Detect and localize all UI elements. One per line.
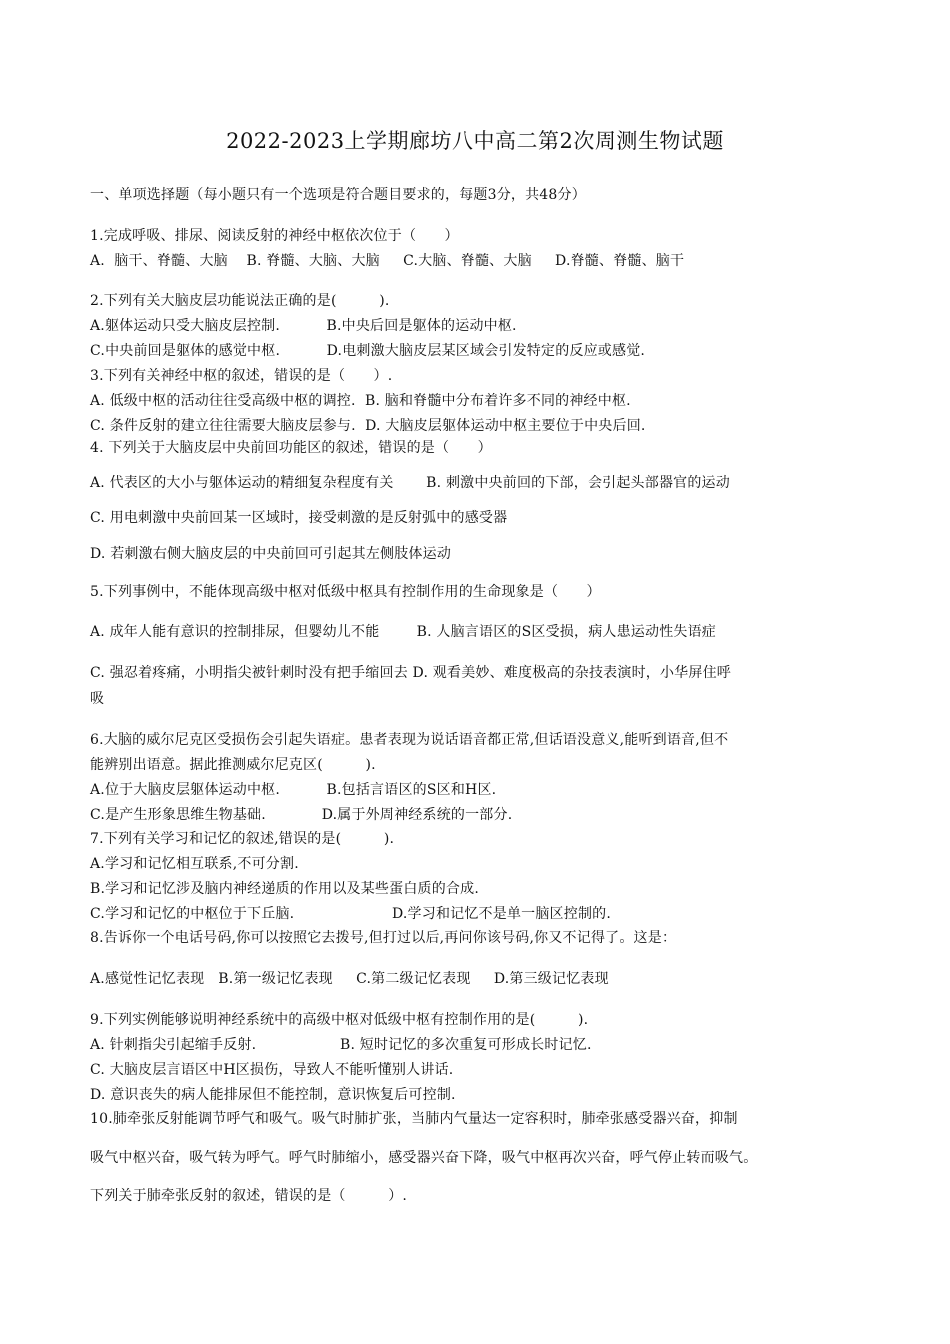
q9-stem: 9.下列实例能够说明神经系统中的高级中枢对低级中枢有控制作用的是( ). <box>90 1012 589 1028</box>
q7-option-a: A.学习和记忆相互联系,不可分割. <box>90 856 299 872</box>
q7-stem: 7.下列有关学习和记忆的叙述,错误的是( ). <box>90 831 395 847</box>
q10-stem-cont-1: 吸气中枢兴奋，吸气转为呼气。呼气时肺缩小，感受器兴奋下降，吸气中枢再次兴奋，呼气停止转而吸气。 <box>90 1150 758 1166</box>
q4-option-d: D. 若刺激右侧大脑皮层的中央前回可引起其左侧肢体运动 <box>90 546 452 562</box>
q4-option-c: C. 用电刺激中央前回某一区域时，接受刺激的是反射弧中的感受器 <box>90 510 508 526</box>
q2-options-ab: A.躯体运动只受大脑皮层控制. B.中央后回是躯体的运动中枢. <box>90 318 517 334</box>
q6-options-cd: C.是产生形象思维生物基础. D.属于外周神经系统的一部分. <box>90 807 513 823</box>
q9-option-c: C. 大脑皮层言语区中H区损伤，导致人不能听懂别人讲话. <box>90 1062 454 1078</box>
q7-options-cd: C.学习和记忆的中枢位于下丘脑. D.学习和记忆不是单一脑区控制的. <box>90 906 611 922</box>
q6-options-ab: A.位于大脑皮层躯体运动中枢. B.包括言语区的S区和H区. <box>90 782 497 798</box>
q5-options-ab: A. 成年人能有意识的控制排尿，但婴幼儿不能 B. 人脑言语区的S区受损，病人患运动性失语症 <box>90 624 716 640</box>
q6-stem: 6.大脑的威尔尼克区受损伤会引起失语症。患者表现为说话语音都正常,但话语没意义,能听到语音,但不 <box>90 732 729 748</box>
q2-stem: 2.下列有关大脑皮层功能说法正确的是( ). <box>90 293 390 309</box>
q1-options: A. 脑干、脊髓、大脑 B. 脊髓、大脑、大脑 C.大脑、脊髓、大脑 D.脊髓、脊髓、脑干 <box>90 253 685 269</box>
q10-stem: 10.肺牵张反射能调节呼气和吸气。吸气时肺扩张，当肺内气量达一定容积时，肺牵张感受器兴奋，抑制 <box>90 1111 738 1127</box>
q4-options-ab: A. 代表区的大小与躯体运动的精细复杂程度有关 B. 刺激中央前回的下部，会引起头部器官的运动 <box>90 475 730 491</box>
q8-stem: 8.告诉你一个电话号码,你可以按照它去拨号,但打过以后,再问你该号码,你又不记得了。这是： <box>90 930 677 946</box>
q9-option-d: D. 意识丧失的病人能排尿但不能控制，意识恢复后可控制. <box>90 1087 456 1103</box>
q4-stem: 4. 下列关于大脑皮层中央前回功能区的叙述，错误的是（ ） <box>90 440 492 456</box>
section-heading: 一、单项选择题（每小题只有一个选项是符合题目要求的，每题3分，共48分） <box>90 187 586 203</box>
page-title: 2022-2023上学期廊坊八中高二第2次周测生物试题 <box>226 129 724 153</box>
q5-options-cd: C. 强忍着疼痛，小明指尖被针刺时没有把手缩回去 D. 观看美妙、难度极高的杂技表演时，小华屏住呼 <box>90 665 731 681</box>
q10-stem-cont-2: 下列关于肺牵张反射的叙述，错误的是（ ）. <box>90 1188 408 1204</box>
q3-options-cd: C. 条件反射的建立往往需要大脑皮层参与. D. 大脑皮层躯体运动中枢主要位于中央后回. <box>90 418 646 434</box>
q6-stem-cont: 能辨别出语意。据此推测威尔尼克区( ). <box>90 757 376 773</box>
q9-options-ab: A. 针刺指尖引起缩手反射. B. 短时记忆的多次重复可形成长时记忆. <box>90 1037 592 1053</box>
q1-stem: 1.完成呼吸、排尿、阅读反射的神经中枢依次位于（ ） <box>90 228 459 244</box>
q3-stem: 3.下列有关神经中枢的叙述，错误的是（ ）. <box>90 368 393 384</box>
q5-options-cd-cont: 吸 <box>90 691 105 707</box>
q2-options-cd: C.中央前回是躯体的感觉中枢. D.电刺激大脑皮层某区域会引发特定的反应或感觉. <box>90 343 646 359</box>
q5-stem: 5.下列事例中，不能体现高级中枢对低级中枢具有控制作用的生命现象是（ ） <box>90 584 601 600</box>
q3-options-ab: A. 低级中枢的活动往往受高级中枢的调控. B. 脑和脊髓中分布着许多不同的神经中枢. <box>90 393 631 409</box>
q7-option-b: B.学习和记忆涉及脑内神经递质的作用以及某些蛋白质的合成. <box>90 881 479 897</box>
q8-options: A.感觉性记忆表现 B.第一级记忆表现 C.第二级记忆表现 D.第三级记忆表现 <box>90 971 609 987</box>
